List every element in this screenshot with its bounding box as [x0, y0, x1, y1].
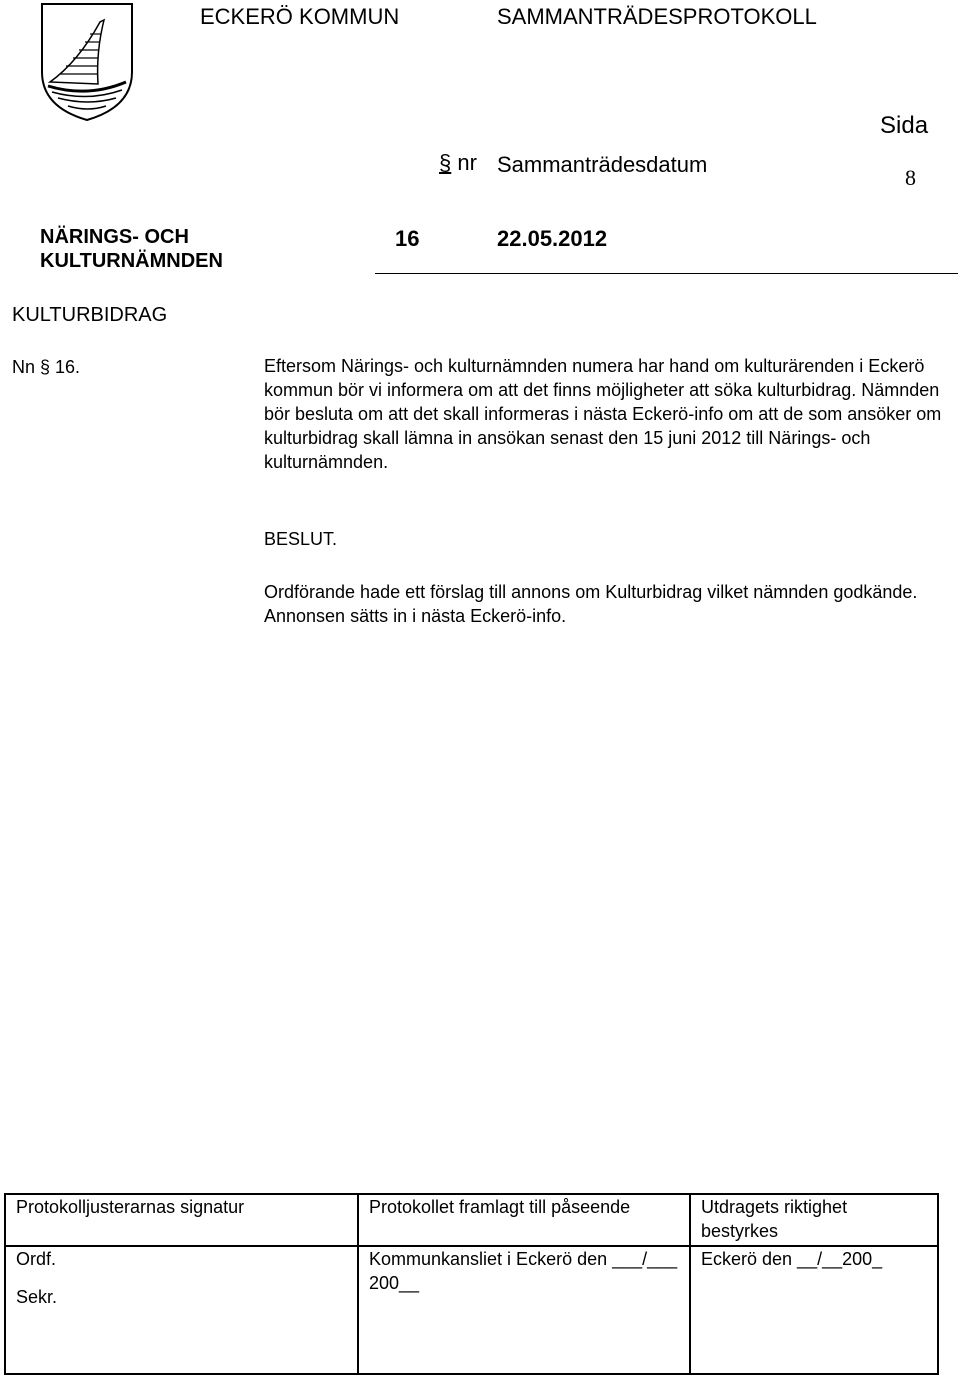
chairman-label: Ordf.: [16, 1249, 57, 1269]
decision-paragraph: Ordförande hade ett förslag till annons om Kulturbidrag vilket nämnden godkände. Annonsen sätts in i nästa Eckerö-info.: [264, 582, 918, 626]
organization-name: ECKERÖ KOMMUN: [200, 4, 400, 29]
section-symbol: §: [439, 150, 452, 175]
certification-header: Utdragets riktighet bestyrkes: [690, 1194, 938, 1246]
signature-header: Protokolljusterarnas signatur: [5, 1194, 358, 1246]
nr-label: nr: [457, 150, 477, 175]
signature-table-header-row: [5, 1194, 938, 1246]
municipality-logo: [38, 2, 136, 122]
department-name: [40, 225, 223, 273]
meeting-number: 16: [395, 226, 420, 251]
department-line1: NÄRINGS- OCH: [40, 226, 189, 248]
document-type: SAMMANTRÄDESPROTOKOLL: [497, 4, 817, 29]
posting-header: Protokollet framlagt till påseende: [358, 1194, 690, 1246]
paragraph-label: Nn § 16.: [12, 357, 81, 377]
meeting-date-label: Sammanträdesdatum: [497, 152, 708, 177]
department-line2: KULTURNÄMNDEN: [40, 250, 223, 272]
signature-table: [4, 1193, 939, 1375]
nr-label-group: [439, 150, 477, 176]
section-title: KULTURBIDRAG: [12, 304, 168, 326]
secretary-label: Sekr.: [16, 1287, 58, 1307]
header-divider: [375, 273, 958, 274]
page-number: 8: [905, 165, 916, 190]
posting-cell: Kommunkansliet i Eckerö den ___/___ 200__: [358, 1246, 690, 1374]
signature-cell: [5, 1246, 358, 1374]
meeting-date: 22.05.2012: [497, 226, 608, 251]
decision-label: BESLUT.: [264, 529, 338, 549]
page-label: Sida: [880, 112, 929, 139]
certification-cell: Eckerö den __/__200_: [690, 1246, 938, 1374]
intro-paragraph: Eftersom Närings- och kulturnämnden numera har hand om kulturärenden i Eckerö kommun bör vi informera om att det finns möjligheter att söka kulturbidrag. Nämnden bör besluta om att det skall informeras i nästa Eckerö-info om att de som ansöker om kulturbidrag skall lämna in ansökan senast den 15 juni 2012 till Närings- och kulturnämnden.: [264, 356, 942, 472]
signature-table-body-row: [5, 1246, 938, 1374]
